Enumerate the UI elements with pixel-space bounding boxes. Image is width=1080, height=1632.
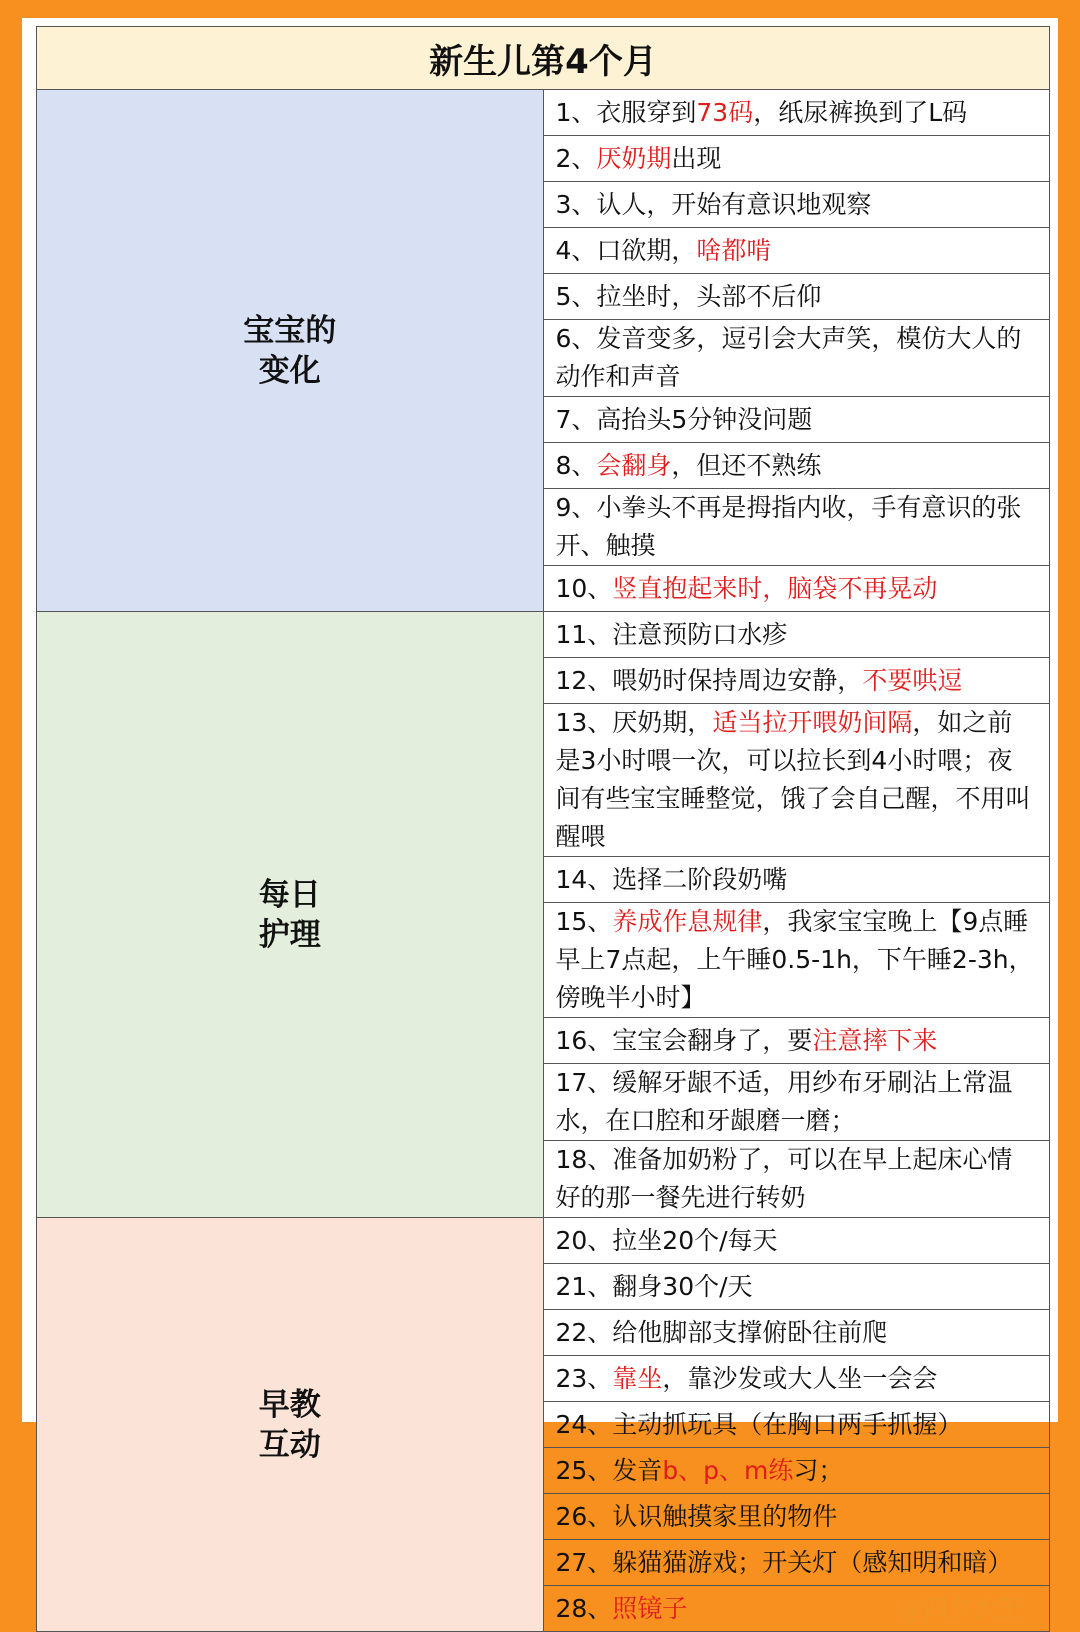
category-cell — [37, 612, 544, 1218]
highlight-text: 靠坐 — [612, 1363, 663, 1393]
item-text: ，我家宝宝晚上【9点睡早上7点起，上午睡0.5-1h，下午睡2-3h，傍晚半小时】 — [555, 907, 1034, 1012]
item-text: 23、 — [555, 1363, 613, 1393]
list-item — [543, 228, 1050, 274]
list-item — [543, 1586, 1050, 1632]
highlight-text: 会翻身 — [596, 450, 672, 480]
list-item — [543, 857, 1050, 903]
item-text: 出现 — [671, 143, 722, 173]
category-cell — [37, 1218, 544, 1632]
item-text: 8、 — [555, 450, 597, 480]
highlight-text: 73码 — [696, 97, 754, 127]
list-item — [543, 1540, 1050, 1586]
list-item — [543, 1310, 1050, 1356]
list-item — [543, 658, 1050, 704]
item-text: 12、喂奶时保持周边安静， — [555, 665, 863, 695]
item-text: 4、口欲期， — [555, 235, 697, 265]
list-item — [543, 397, 1050, 443]
item-text: 24、主动抓玩具（在胸口两手抓握） — [555, 1409, 963, 1439]
item-text: 28、 — [555, 1593, 613, 1623]
list-item — [543, 1141, 1050, 1218]
highlight-text: 啥都啃 — [696, 235, 772, 265]
list-item — [543, 704, 1050, 857]
item-text: 14、选择二阶段奶嘴 — [555, 864, 788, 894]
list-item — [543, 566, 1050, 612]
list-item — [543, 1264, 1050, 1310]
item-text: 7、高抬头5分钟没问题 — [555, 404, 813, 434]
highlight-text: 照镜子 — [612, 1593, 688, 1623]
item-text: 习； — [793, 1455, 844, 1485]
list-item — [543, 1494, 1050, 1540]
category-label: 每日 — [258, 876, 321, 913]
category-label: 宝宝的 — [243, 312, 337, 349]
item-text: 17、缓解牙龈不适，用纱布牙刷沾上常温水，在口腔和牙龈磨一磨； — [555, 1068, 1013, 1135]
list-item — [543, 90, 1050, 136]
list-item — [543, 274, 1050, 320]
item-text: 18、准备加奶粉了，可以在早上起床心情好的那一餐先进行转奶 — [555, 1145, 1013, 1212]
category-label: 变化 — [258, 352, 321, 389]
item-text: 21、翻身30个/天 — [555, 1271, 753, 1301]
list-item — [543, 136, 1050, 182]
table-row — [37, 612, 1050, 658]
table-row — [37, 90, 1050, 136]
list-item — [543, 1018, 1050, 1064]
list-item — [543, 1402, 1050, 1448]
item-text: 22、给他脚部支撑俯卧往前爬 — [555, 1317, 888, 1347]
item-text: 26、认识触摸家里的物件 — [555, 1501, 838, 1531]
item-text: 1、衣服穿到 — [555, 97, 697, 127]
category-label: 互动 — [258, 1426, 321, 1463]
watermark: @四夕大王 — [897, 1593, 1023, 1623]
item-text: ，纸尿裤换到了L码 — [753, 97, 968, 127]
item-text: 6、发音变多，逗引会大声笑，模仿大人的动作和声音 — [555, 324, 1022, 391]
item-text: ，靠沙发或大人坐一会会 — [662, 1363, 938, 1393]
item-text: 15、 — [555, 907, 613, 936]
category-cell — [37, 90, 544, 612]
page-title: 新生儿第4个月 — [37, 27, 1050, 90]
table-row — [37, 1218, 1050, 1264]
list-item — [543, 1448, 1050, 1494]
list-item — [543, 443, 1050, 489]
highlight-text: 竖直抱起来时，脑袋不再晃动 — [612, 573, 938, 603]
list-item — [543, 182, 1050, 228]
highlight-text: 养成作息规律 — [612, 907, 763, 936]
item-text: 2、 — [555, 143, 597, 173]
checklist-table — [36, 26, 1050, 1632]
item-text: 16、宝宝会翻身了，要 — [555, 1025, 813, 1055]
item-text: 5、拉坐时，头部不后仰 — [555, 281, 822, 311]
highlight-text: 厌奶期 — [596, 143, 672, 173]
category-label: 护理 — [258, 916, 321, 953]
highlight-text: 不要哄逗 — [862, 665, 963, 695]
list-item — [543, 903, 1050, 1018]
item-text: 3、认人，开始有意识地观察 — [555, 189, 872, 219]
item-text: 11、注意预防口水疹 — [555, 619, 788, 649]
item-text: ，但还不熟练 — [671, 450, 822, 480]
list-item — [543, 320, 1050, 397]
list-item — [543, 612, 1050, 658]
list-item — [543, 1218, 1050, 1264]
list-item — [543, 1356, 1050, 1402]
highlight-text: 注意摔下来 — [812, 1025, 938, 1055]
item-text: ，如之前是3小时喂一次，可以拉长到4小时喂；夜间有些宝宝睡整觉，饿了会自己醒，不用叫醒喂 — [555, 708, 1031, 851]
item-text: 27、躲猫猫游戏；开关灯（感知明和暗） — [555, 1547, 1013, 1577]
item-text: 10、 — [555, 573, 613, 603]
list-item — [543, 1064, 1050, 1141]
highlight-text: b、p、m练 — [662, 1455, 794, 1485]
highlight-text: 适当拉开喂奶间隔 — [712, 708, 913, 737]
category-label: 早教 — [258, 1386, 321, 1423]
list-item — [543, 489, 1050, 566]
item-text: 20、拉坐20个/每天 — [555, 1225, 778, 1255]
item-text: 25、发音 — [555, 1455, 663, 1485]
item-text: 13、厌奶期， — [555, 708, 713, 737]
item-text: 9、小拳头不再是拇指内收，手有意识的张开、触摸 — [555, 493, 1022, 560]
